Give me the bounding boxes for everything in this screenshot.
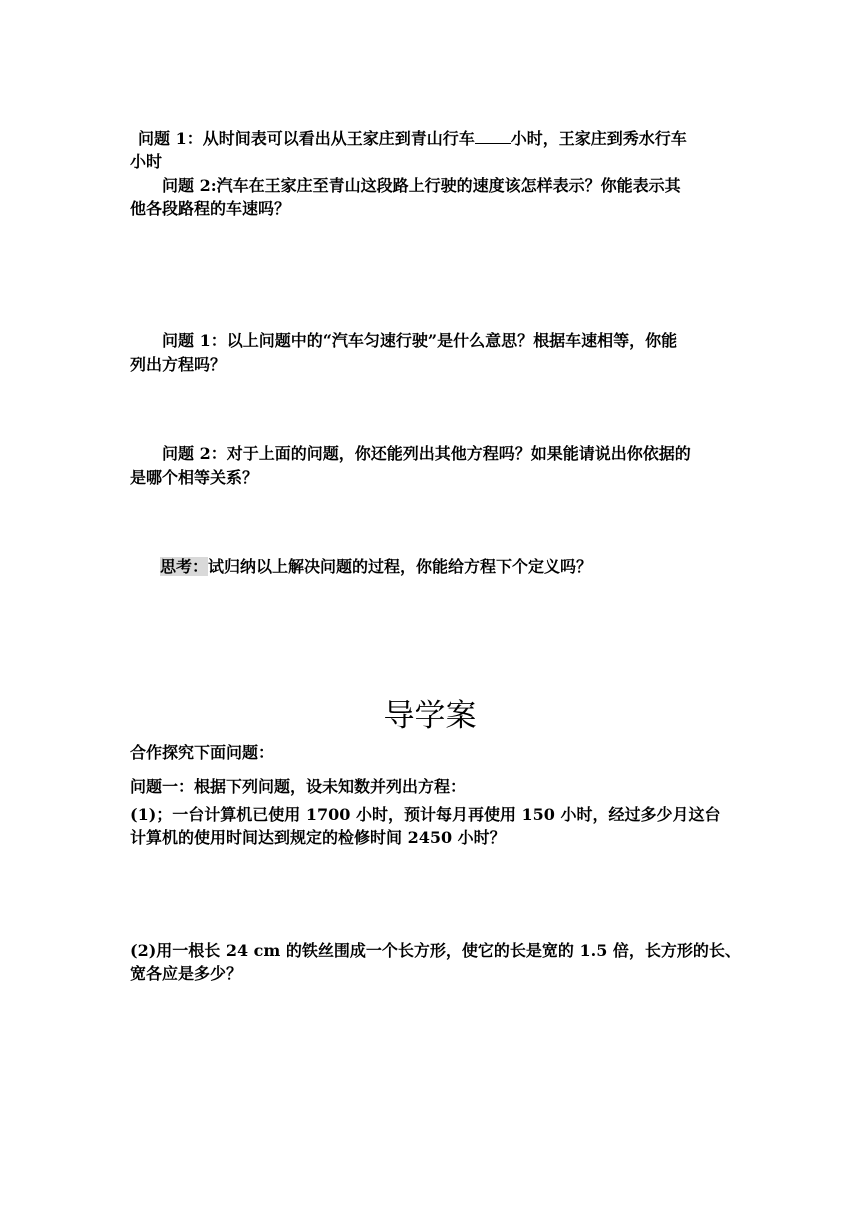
cooperate-heading: 合作探究下面问题：	[130, 743, 275, 762]
question-2-line-2: 他各段路程的车速吗？	[130, 199, 291, 218]
question-4-line-1: 问题 2：对于上面的问题，你还能列出其他方程吗？如果能请说出你依据的	[162, 444, 691, 463]
question-3-line-2: 列出方程吗？	[130, 355, 227, 374]
problem-one-heading: 问题一：根据下列问题，设未知数并列出方程：	[130, 777, 467, 796]
question-1-text-a: 问题 1：从时间表可以看出从王家庄到青山行车	[138, 129, 475, 148]
problem-2-line-2: 宽各应是多少？	[130, 964, 243, 983]
question-2-line-1: 问题 2:汽车在王家庄至青山这段路上行驶的速度该怎样表示？你能表示其	[162, 176, 681, 195]
think-line	[160, 555, 760, 578]
page-title: 导学案	[383, 698, 477, 734]
think-label: 思考：	[160, 557, 209, 576]
problem-2-line-1: (2)用一根长 24 cm 的铁丝围成一个长方形，使它的长是宽的 1.5 倍，长方形的长、	[130, 941, 741, 960]
question-1-text-b: 小时，王家庄到秀水行车	[510, 129, 687, 148]
think-text: 试归纳以上解决问题的过程，你能给方程下个定义吗？	[208, 557, 593, 576]
problem-1-line-2: 计算机的使用时间达到规定的检修时间 2450 小时？	[130, 828, 506, 847]
question-4-line-2: 是哪个相等关系？	[130, 468, 259, 487]
question-3-line-1: 问题 1：以上问题中的“汽车匀速行驶”是什么意思？根据车速相等，你能	[162, 331, 678, 350]
question-1-line-2: 小时	[130, 152, 163, 171]
problem-1-line-1: (1)；一台计算机已使用 1700 小时，预计每月再使用 150 小时，经过多少月这台	[130, 805, 721, 824]
answer-blank	[475, 129, 511, 144]
question-1-line-1	[138, 127, 738, 150]
